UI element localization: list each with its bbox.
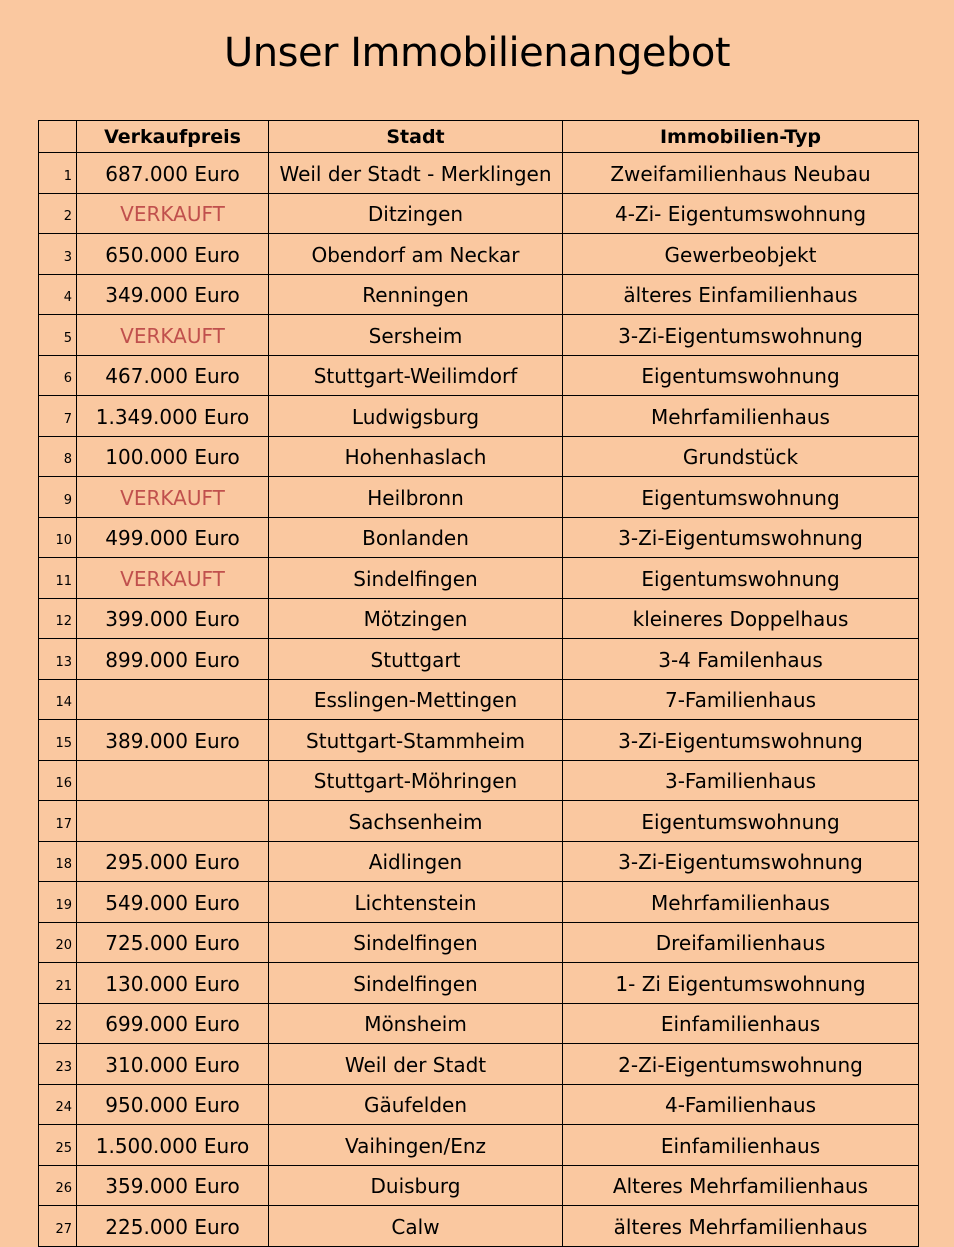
price-cell: 310.000 Euro: [77, 1044, 269, 1085]
row-number: 12: [39, 598, 77, 639]
row-number: 18: [39, 841, 77, 882]
row-number: 15: [39, 720, 77, 761]
city-cell: Duisburg: [269, 1165, 563, 1206]
table-body: [39, 153, 919, 1247]
city-cell: Sindelfingen: [269, 558, 563, 599]
table-row: [39, 882, 919, 923]
property-table: [38, 120, 919, 1247]
price-cell: 549.000 Euro: [77, 882, 269, 923]
city-cell: Obendorf am Neckar: [269, 234, 563, 275]
type-cell: Grundstück: [563, 436, 919, 477]
city-cell: Vaihingen/Enz: [269, 1125, 563, 1166]
row-number: 26: [39, 1165, 77, 1206]
table-row: [39, 355, 919, 396]
row-number: 13: [39, 639, 77, 680]
table-row: [39, 1084, 919, 1125]
type-cell: 3-Zi-Eigentumswohnung: [563, 315, 919, 356]
row-number: 1: [39, 153, 77, 194]
price-cell: VERKAUFT: [77, 193, 269, 234]
city-cell: Renningen: [269, 274, 563, 315]
type-cell: Einfamilienhaus: [563, 1125, 919, 1166]
table-row: [39, 760, 919, 801]
type-cell: 4-Familienhaus: [563, 1084, 919, 1125]
table-row: [39, 720, 919, 761]
table-row: [39, 274, 919, 315]
type-cell: Mehrfamilienhaus: [563, 396, 919, 437]
row-number: 10: [39, 517, 77, 558]
type-cell: 3-4 Familenhaus: [563, 639, 919, 680]
price-cell: [77, 760, 269, 801]
header-city: Stadt: [269, 121, 563, 153]
row-number: 8: [39, 436, 77, 477]
price-cell: 1.500.000 Euro: [77, 1125, 269, 1166]
city-cell: Gäufelden: [269, 1084, 563, 1125]
table-header: [39, 121, 919, 153]
row-number: 27: [39, 1206, 77, 1247]
table-row: [39, 436, 919, 477]
table-row: [39, 1125, 919, 1166]
price-cell: 225.000 Euro: [77, 1206, 269, 1247]
city-cell: Sersheim: [269, 315, 563, 356]
city-cell: Sindelfingen: [269, 963, 563, 1004]
row-number: 23: [39, 1044, 77, 1085]
price-cell: 295.000 Euro: [77, 841, 269, 882]
price-cell: 349.000 Euro: [77, 274, 269, 315]
price-cell: 650.000 Euro: [77, 234, 269, 275]
city-cell: Hohenhaslach: [269, 436, 563, 477]
type-cell: 7-Familienhaus: [563, 679, 919, 720]
price-cell: 950.000 Euro: [77, 1084, 269, 1125]
table-row: [39, 1165, 919, 1206]
row-number: 21: [39, 963, 77, 1004]
city-cell: Stuttgart-Möhringen: [269, 760, 563, 801]
table-row: [39, 1044, 919, 1085]
table-row: [39, 1206, 919, 1247]
price-cell: 359.000 Euro: [77, 1165, 269, 1206]
city-cell: Calw: [269, 1206, 563, 1247]
price-cell: 687.000 Euro: [77, 153, 269, 194]
table-row: [39, 841, 919, 882]
table-row: [39, 679, 919, 720]
table-row: [39, 193, 919, 234]
type-cell: Alteres Mehrfamilienhaus: [563, 1165, 919, 1206]
row-number: 24: [39, 1084, 77, 1125]
header-type: Immobilien-Typ: [563, 121, 919, 153]
row-number: 20: [39, 922, 77, 963]
city-cell: Aidlingen: [269, 841, 563, 882]
city-cell: Stuttgart-Stammheim: [269, 720, 563, 761]
city-cell: Esslingen-Mettingen: [269, 679, 563, 720]
row-number: 19: [39, 882, 77, 923]
type-cell: Eigentumswohnung: [563, 801, 919, 842]
city-cell: Mönsheim: [269, 1003, 563, 1044]
table-row: [39, 598, 919, 639]
city-cell: Weil der Stadt - Merklingen: [269, 153, 563, 194]
table-row: [39, 558, 919, 599]
type-cell: Eigentumswohnung: [563, 477, 919, 518]
type-cell: 4-Zi- Eigentumswohnung: [563, 193, 919, 234]
type-cell: 1- Zi Eigentumswohnung: [563, 963, 919, 1004]
city-cell: Heilbronn: [269, 477, 563, 518]
price-cell: 467.000 Euro: [77, 355, 269, 396]
table-row: [39, 801, 919, 842]
header-number: [39, 121, 77, 153]
type-cell: 2-Zi-Eigentumswohnung: [563, 1044, 919, 1085]
type-cell: 3-Zi-Eigentumswohnung: [563, 841, 919, 882]
type-cell: Eigentumswohnung: [563, 355, 919, 396]
price-cell: 899.000 Euro: [77, 639, 269, 680]
table-row: [39, 153, 919, 194]
city-cell: Sindelfingen: [269, 922, 563, 963]
type-cell: 3-Familienhaus: [563, 760, 919, 801]
price-cell: 725.000 Euro: [77, 922, 269, 963]
page-title: Unser Immobilienangebot: [223, 30, 731, 76]
type-cell: kleineres Doppelhaus: [563, 598, 919, 639]
table-row: [39, 639, 919, 680]
table-row: [39, 315, 919, 356]
row-number: 14: [39, 679, 77, 720]
type-cell: Einfamilienhaus: [563, 1003, 919, 1044]
price-cell: 399.000 Euro: [77, 598, 269, 639]
type-cell: 3-Zi-Eigentumswohnung: [563, 720, 919, 761]
city-cell: Stuttgart-Weilimdorf: [269, 355, 563, 396]
type-cell: älteres Mehrfamilienhaus: [563, 1206, 919, 1247]
type-cell: Zweifamilienhaus Neubau: [563, 153, 919, 194]
row-number: 16: [39, 760, 77, 801]
table-row: [39, 1003, 919, 1044]
row-number: 11: [39, 558, 77, 599]
row-number: 2: [39, 193, 77, 234]
type-cell: Gewerbeobjekt: [563, 234, 919, 275]
price-cell: 389.000 Euro: [77, 720, 269, 761]
price-cell: [77, 801, 269, 842]
table-row: [39, 477, 919, 518]
type-cell: Dreifamilienhaus: [563, 922, 919, 963]
type-cell: Mehrfamilienhaus: [563, 882, 919, 923]
row-number: 3: [39, 234, 77, 275]
city-cell: Mötzingen: [269, 598, 563, 639]
table-row: [39, 234, 919, 275]
header-row: [39, 121, 919, 153]
row-number: 25: [39, 1125, 77, 1166]
row-number: 5: [39, 315, 77, 356]
type-cell: Eigentumswohnung: [563, 558, 919, 599]
city-cell: Sachsenheim: [269, 801, 563, 842]
header-price: Verkaufpreis: [77, 121, 269, 153]
row-number: 9: [39, 477, 77, 518]
price-cell: 100.000 Euro: [77, 436, 269, 477]
city-cell: Bonlanden: [269, 517, 563, 558]
city-cell: Ditzingen: [269, 193, 563, 234]
row-number: 6: [39, 355, 77, 396]
row-number: 4: [39, 274, 77, 315]
row-number: 17: [39, 801, 77, 842]
table-row: [39, 517, 919, 558]
price-cell: VERKAUFT: [77, 315, 269, 356]
type-cell: 3-Zi-Eigentumswohnung: [563, 517, 919, 558]
city-cell: Stuttgart: [269, 639, 563, 680]
table-row: [39, 396, 919, 437]
table-row: [39, 922, 919, 963]
city-cell: Weil der Stadt: [269, 1044, 563, 1085]
price-cell: 499.000 Euro: [77, 517, 269, 558]
city-cell: Ludwigsburg: [269, 396, 563, 437]
row-number: 7: [39, 396, 77, 437]
price-cell: VERKAUFT: [77, 558, 269, 599]
price-cell: [77, 679, 269, 720]
price-cell: 699.000 Euro: [77, 1003, 269, 1044]
city-cell: Lichtenstein: [269, 882, 563, 923]
table-row: [39, 963, 919, 1004]
row-number: 22: [39, 1003, 77, 1044]
price-cell: 130.000 Euro: [77, 963, 269, 1004]
type-cell: älteres Einfamilienhaus: [563, 274, 919, 315]
price-cell: 1.349.000 Euro: [77, 396, 269, 437]
price-cell: VERKAUFT: [77, 477, 269, 518]
